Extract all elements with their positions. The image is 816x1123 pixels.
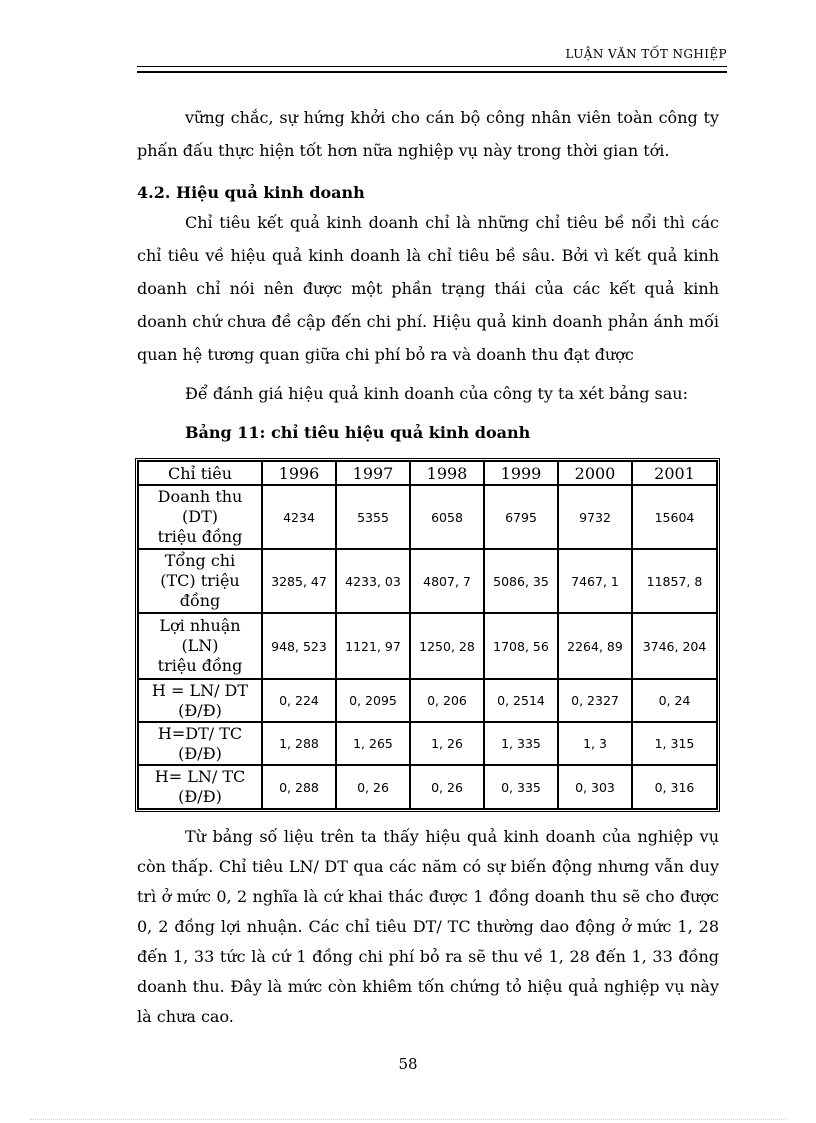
header-rule: [137, 66, 727, 73]
row-label: [138, 549, 262, 613]
table-cell: 0, 224: [262, 679, 336, 722]
table-row: [138, 722, 717, 765]
table-cell: 1, 3: [558, 722, 632, 765]
efficiency-table: [135, 458, 720, 812]
header-cell: 1999: [484, 461, 558, 485]
table-cell: 1, 335: [484, 722, 558, 765]
table-cell: 0, 2514: [484, 679, 558, 722]
table-cell: 6058: [410, 485, 484, 549]
table-cell: 4807, 7: [410, 549, 484, 613]
table-cell: 15604: [632, 485, 717, 549]
table-cell: 5355: [336, 485, 410, 549]
table-cell: 11857, 8: [632, 549, 717, 613]
paragraph-table-intro: Để đánh giá hiệu quả kinh doanh của công ty ta xét bảng sau:: [185, 384, 688, 403]
table-cell: 0, 206: [410, 679, 484, 722]
table-cell: 948, 523: [262, 613, 336, 679]
paragraph-intro: vững chắc, sự hứng khởi cho cán bộ công nhân viên toàn công ty phấn đấu thực hiện tốt hơn nữa nghiệp vụ này trong thời gian tới.: [137, 108, 719, 160]
page-number: 58: [398, 1055, 418, 1073]
row-label-line: Doanh thu: [157, 487, 243, 506]
row-label-line: H= LN/ TC: [154, 767, 246, 786]
header-cell: 1997: [336, 461, 410, 485]
row-label-line: (LN): [181, 636, 219, 655]
table-cell: 4234: [262, 485, 336, 549]
table-cell: 7467, 1: [558, 549, 632, 613]
table-cell: 5086, 35: [484, 549, 558, 613]
row-label-line: (Đ/Đ): [178, 743, 222, 763]
header-cell: 1996: [262, 461, 336, 485]
row-label-line: (TC) triệu: [160, 571, 240, 590]
row-label-line: Lợi nhuận: [159, 616, 241, 635]
row-label: [138, 679, 262, 722]
row-label-line: (DT): [182, 507, 218, 526]
table-header-row: [138, 461, 717, 485]
table-cell: 1, 315: [632, 722, 717, 765]
table-cell: 1, 288: [262, 722, 336, 765]
table-cell: 2264, 89: [558, 613, 632, 679]
row-label: [138, 613, 262, 679]
table-row: [138, 549, 717, 613]
row-label: [138, 765, 262, 809]
running-header: LUẬN VĂN TỐT NGHIỆP: [565, 47, 727, 61]
table-cell: 1121, 97: [336, 613, 410, 679]
paragraph-efficiency: Chỉ tiêu kết quả kinh doanh chỉ là những chỉ tiêu bề nổi thì các chỉ tiêu về hiệu quả kinh doanh là chỉ tiêu bề sâu. Bởi vì kết quả kinh doanh chỉ nói nên được một phần trạng thái của các kết quả kinh doanh chứ chưa đề cập đến chi phí. Hiệu quả kinh doanh phản ánh mối quan hệ tương quan giữa chi phí bỏ ra và doanh thu đạt được: [137, 213, 719, 364]
table-cell: 0, 316: [632, 765, 717, 809]
table-caption: Bảng 11: chỉ tiêu hiệu quả kinh doanh: [185, 423, 531, 442]
header-cell: 2001: [632, 461, 717, 485]
row-label-line: đồng: [179, 591, 221, 610]
table-row: [138, 613, 717, 679]
table-cell: 0, 303: [558, 765, 632, 809]
table-cell: 6795: [484, 485, 558, 549]
table-cell: 0, 2327: [558, 679, 632, 722]
table-cell: 1, 265: [336, 722, 410, 765]
table-cell: 1250, 28: [410, 613, 484, 679]
header-cell: 2000: [558, 461, 632, 485]
row-label-line: H=DT/ TC: [157, 723, 243, 743]
table-cell: 0, 288: [262, 765, 336, 809]
row-label-line: triệu đồng: [157, 656, 243, 675]
table-row: [138, 765, 717, 809]
row-label-line: Tổng chi: [164, 551, 236, 570]
table-row: [138, 485, 717, 549]
table-cell: 3285, 47: [262, 549, 336, 613]
table-cell: 4233, 03: [336, 549, 410, 613]
row-label-line: (Đ/Đ): [178, 700, 222, 720]
row-label: [138, 722, 262, 765]
table-cell: 1, 26: [410, 722, 484, 765]
section-heading: 4.2. Hiệu quả kinh doanh: [137, 183, 365, 202]
row-label: [138, 485, 262, 549]
row-label-line: triệu đồng: [157, 527, 243, 546]
table-cell: 0, 26: [336, 765, 410, 809]
table-cell: 0, 26: [410, 765, 484, 809]
table-cell: 3746, 204: [632, 613, 717, 679]
table-cell: 0, 24: [632, 679, 717, 722]
header-cell: 1998: [410, 461, 484, 485]
table-row: [138, 679, 717, 722]
table-cell: 0, 2095: [336, 679, 410, 722]
row-label-line: (Đ/Đ): [178, 787, 222, 806]
row-label-line: H = LN/ DT: [151, 680, 249, 700]
table-cell: 0, 335: [484, 765, 558, 809]
table-cell: 9732: [558, 485, 632, 549]
header-cell: Chỉ tiêu: [138, 461, 262, 485]
table-cell: 1708, 56: [484, 613, 558, 679]
page-edge-divider: [30, 1119, 786, 1120]
paragraph-conclusion: Từ bảng số liệu trên ta thấy hiệu quả kinh doanh của nghiệp vụ còn thấp. Chỉ tiêu LN/ DT qua các năm có sự biến động nhưng vẫn duy trì ở mức 0, 2 nghĩa là cứ khai thác được 1 đồng doanh thu sẽ cho được 0, 2 đồng lợi nhuận. Các chỉ tiêu DT/ TC thường dao động ở mức 1, 28 đến 1, 33 tức là cứ 1 đồng chi phí bỏ ra sẽ thu về 1, 28 đến 1, 33 đồng doanh thu. Đây là mức còn khiêm tốn chứng tỏ hiệu quả nghiệp vụ này là chưa cao.: [137, 827, 719, 1026]
